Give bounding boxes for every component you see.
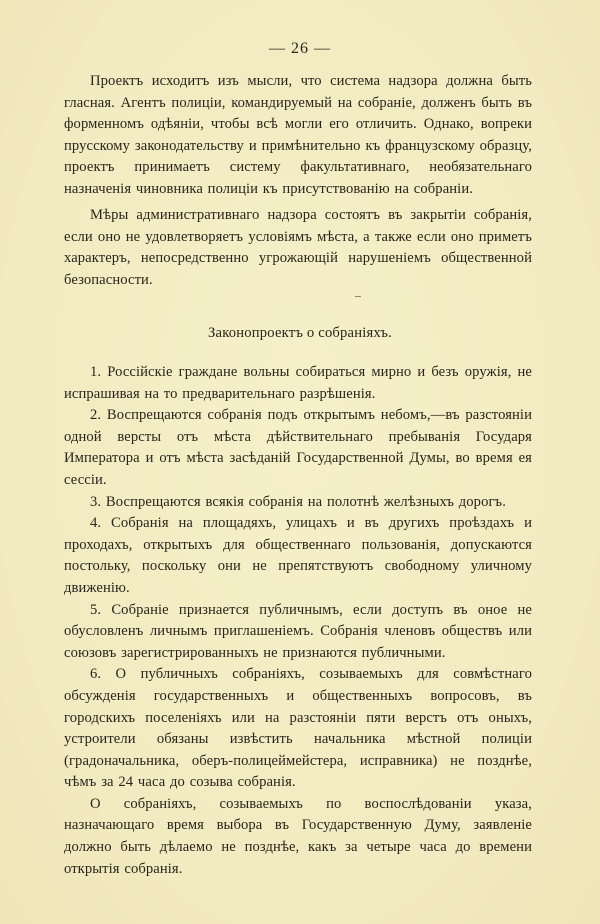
section-heading: Законопроектъ о собраніяхъ. bbox=[208, 325, 392, 341]
article-2: 2. Воспрещаются собранія подъ открытымъ небомъ,—въ разстояніи одной версты отъ мѣста дѣйствительнаго пребыванія Государя Императора и отъ мѣста засѣданій Государственной Думы, во время ея сессіи. bbox=[64, 407, 532, 488]
article-6: 6. О публичныхъ собраніяхъ, созываемыхъ для совмѣстнаго обсужденія государственныхъ и общественныхъ вопросовъ, въ городскихъ поселеніяхъ или на разстояніи пяти верстъ отъ оныхъ, устроители обязаны извѣстить начальника мѣстной полиціи (градоначальника, оберъ-полицеймейстера, исправника) не позднѣе, чѣмъ за 24 часа до созыва собранія. bbox=[64, 666, 532, 791]
article-5: 5. Собраніе признается публичнымъ, если доступъ въ оное не обусловленъ личнымъ приглашеніемъ. Собранія членовъ обществъ или союзовъ зарегистрированныхъ не признаются публичными. bbox=[64, 601, 532, 661]
intro-paragraph: Проектъ исходитъ изъ мысли, что система надзора должна быть гласная. Агентъ полиціи, командируемый на собраніе, долженъ быть въ форменномъ одѣяніи, чтобы всѣ могли его отличить. Однако, вопреки прусскому законодательству и примѣнительно къ французскому образцу, проектъ принимаетъ систему факультативнаго, необязательнаго назначенія чиновника полиціи къ присутствованію на собраніи. bbox=[64, 73, 532, 197]
intro-paragraph-2-block bbox=[64, 205, 532, 291]
intro-paragraph: Мѣры административнаго надзора состоятъ въ закрытіи собранія, если оно не удовлетворяетъ условіямъ мѣста, а также если оно приметъ характеръ, непосредственно угрожающій нарушеніемъ общественной безопасности. bbox=[64, 207, 532, 288]
intro-paragraph-1-block bbox=[64, 71, 532, 201]
print-mark bbox=[355, 296, 361, 297]
article-3: 3. Воспрещаются всякія собранія на полотнѣ желѣзныхъ дорогъ. bbox=[90, 493, 506, 510]
page-number: — 26 — bbox=[269, 40, 331, 57]
section-body bbox=[64, 362, 532, 880]
article-6-addendum: О собраніяхъ, созываемыхъ по воспослѣдованіи указа, назначающаго время выбора въ Государственную Думу, заявленіе должно быть дѣлаемо не позднѣе, какъ за четыре часа до времени открытія собранія. bbox=[64, 795, 532, 877]
article-1: 1. Россійскіе граждане вольны собираться мирно и безъ оружія, не испрашивая на то предварительнаго разрѣшенія. bbox=[64, 364, 532, 402]
article-4: 4. Собранія на площадяхъ, улицахъ и въ другихъ проѣздахъ и проходахъ, открытыхъ для общественнаго пользованія, допускаются постольку, поскольку они не препятствуютъ свободному уличному движенію. bbox=[64, 515, 532, 596]
